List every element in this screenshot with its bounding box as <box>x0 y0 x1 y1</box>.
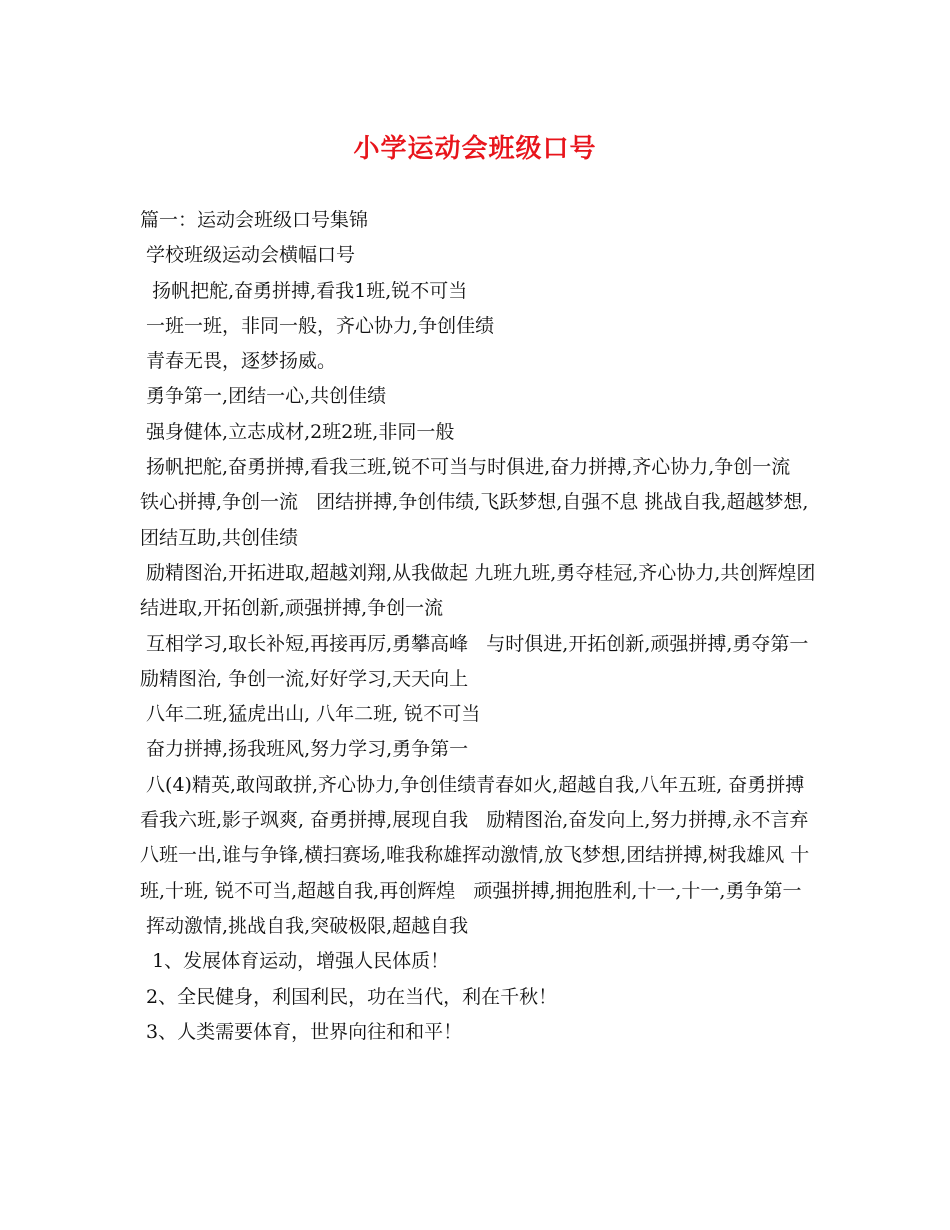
body-line: 学校班级运动会横幅口号 <box>140 244 356 267</box>
body-line: 八年二班,猛虎出山, 八年二班, 锐不可当 <box>140 703 481 726</box>
body-line: 青春无畏，逐梦扬威。 <box>140 350 337 373</box>
slogan-item: 2、全民健身，利国利民，功在当代，利在千秋！ <box>140 985 558 1008</box>
document-title: 小学运动会班级口号 <box>353 134 597 164</box>
body-line: 勇争第一,团结一心,共创佳绩 <box>140 385 387 408</box>
body-paragraph: 互相学习,取长补短,再接再厉,勇攀高峰 与时俱进,开拓创新,顽强拼搏,勇夺第一 励精图治, 争创一流,好好学习,天天向上 <box>140 632 827 690</box>
body-line: 扬帆把舵,奋勇拼搏,看我1班,锐不可当 <box>140 279 468 302</box>
slogan-item: 1、发展体育运动，增强人民体质！ <box>140 950 450 973</box>
body-line: 奋力拼搏,扬我班风,努力学习,勇争第一 <box>140 738 469 761</box>
body-paragraph: 扬帆把舵,奋勇拼搏,看我三班,锐不可当与时俱进,奋力拼搏,齐心协力,争创一流 铁心拼搏,争创一流 团结拼搏,争创伟绩,飞跃梦想,自强不息 挑战自我,超越梦想,团结互助,共创佳绩 <box>140 456 809 549</box>
body-line: 挥动激情,挑战自我,突破极限,超越自我 <box>140 914 469 937</box>
body-paragraph: 励精图治,开拓进取,超越刘翔,从我做起 九班九班,勇夺桂冠,齐心协力,共创辉煌团结进取,开拓创新,顽强拼搏,争创一流 <box>140 561 816 620</box>
body-line: 篇一：运动会班级口号集锦 <box>140 209 369 231</box>
slogan-item: 3、人类需要体育，世界向往和和平！ <box>140 1020 463 1043</box>
body-line: 一班一班，非同一般，齐心协力,争创佳绩 <box>140 314 495 337</box>
body-line: 强身健体,立志成材,2班2班,非同一般 <box>140 420 455 443</box>
document-body <box>140 203 827 1050</box>
body-paragraph: 八(4)精英,敢闯敢拼,齐心协力,争创佳绩青春如火,超越自我,八年五班, 奋勇拼搏看我六班,影子飒爽, 奋勇拼搏,展现自我 励精图治,奋发向上,努力拼搏,永不言弃 八班一出,谁与争锋,横扫赛场,唯我称雄挥动激情,放飞梦想,团结拼搏,树我雄风 十班,十班, 锐不可当,超越自我,再创辉煌 顽强拼搏,拥抱胜利,十一,十一,勇争第一 <box>140 773 827 902</box>
